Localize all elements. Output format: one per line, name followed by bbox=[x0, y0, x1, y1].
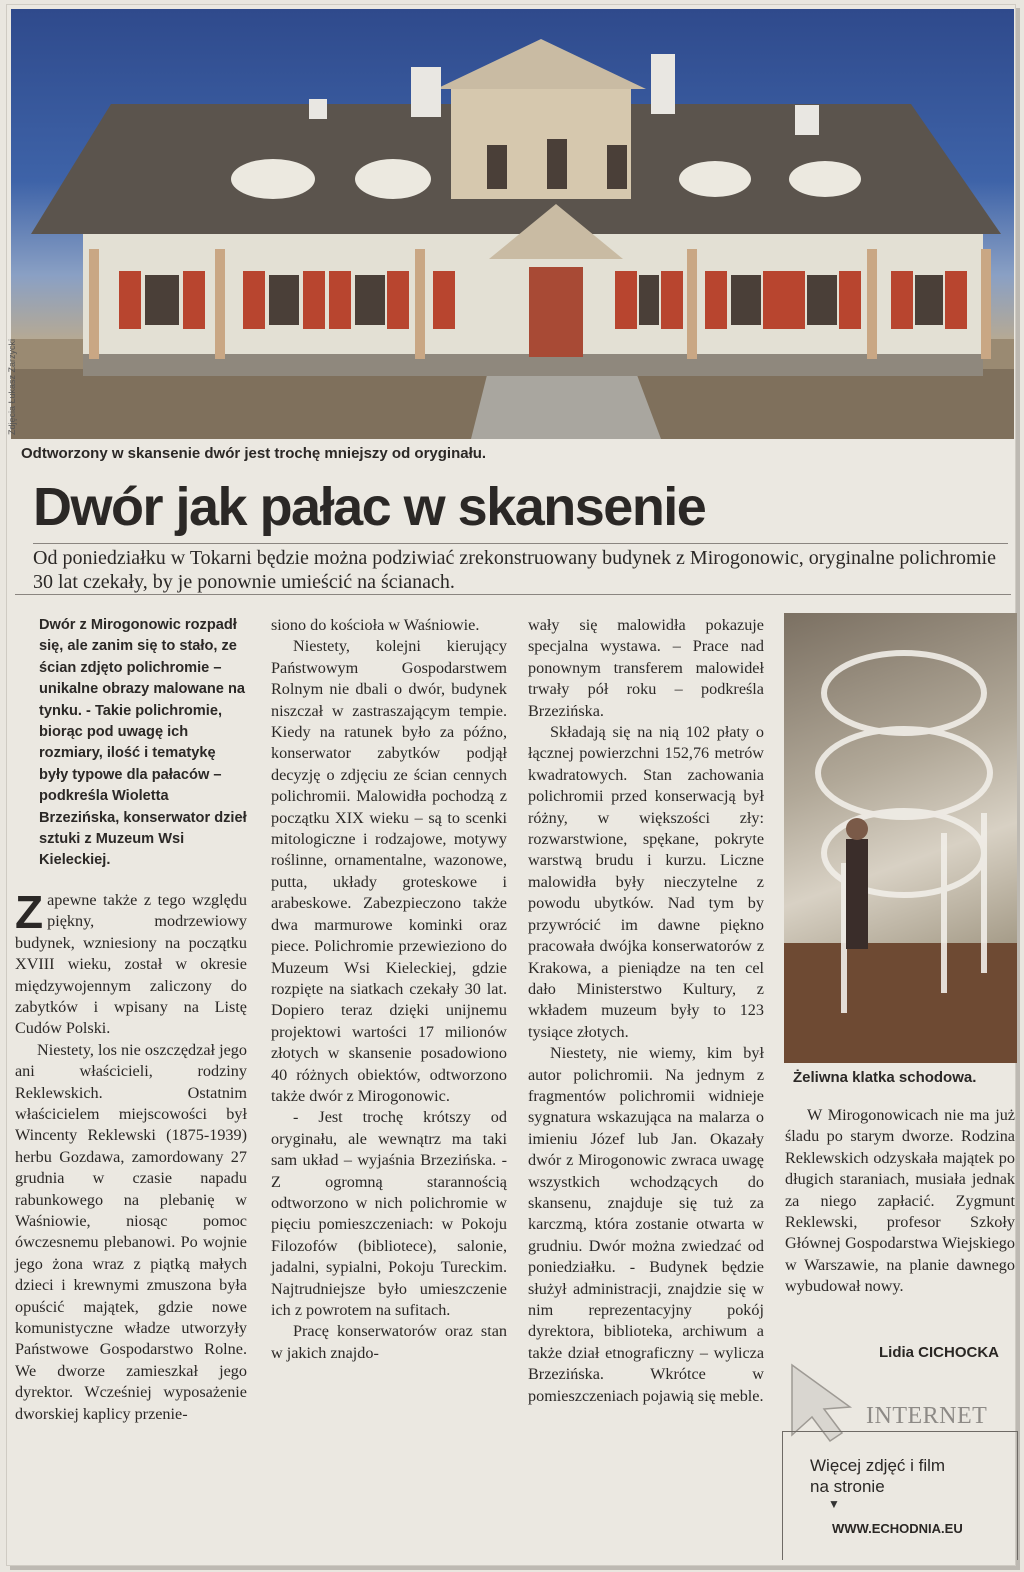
article-paragraph: Składają się na nią 102 płaty o łącznej powierzchni 152,76 metrów kwadratowych. Stan zachowania polichromii przed konserwacją był różny, w większości zły: rozwarstwione, spękane, pokryte warstwą brudu i kurzu. Liczne malowidła były nieczytelne z powodu ubytków. Nad tym by przywrócić im dawne piękno pracowała dwójka konserwatorów z Krakowa, a pieniądze na ten cel dało Ministerstwo Kultury, z wkładem muzeum były to 123 tysiące złotych. bbox=[528, 723, 764, 1041]
article-paragraph: Pracę konserwatorów oraz stan w jakich znajdo- bbox=[271, 1322, 507, 1362]
photo-credit: Zdjęcia Łukasz Zarzycki bbox=[7, 338, 17, 435]
staircase-photo bbox=[784, 613, 1017, 1063]
photo-caption: Odtworzony w skansenie dwór jest trochę mniejszy od oryginału. bbox=[21, 445, 487, 462]
article-paragraph: siono do kościoła w Waśniowie. bbox=[271, 616, 480, 634]
lead-paragraph: Od poniedziałku w Tokarni będzie można podziwiać zrekonstruowany budynek z Mirogonowic, oryginalne polichromie 30 lat czekały, by je ponownie umieścić na ścianach. bbox=[33, 543, 1008, 594]
author-byline: Lidia CICHOCKA bbox=[879, 1344, 999, 1361]
manor-photo bbox=[11, 9, 1014, 439]
staircase-caption: Żeliwna klatka schodowa. bbox=[793, 1069, 977, 1086]
spiral-staircase-image bbox=[784, 613, 1017, 1063]
article-paragraph: Zapewne także z tego względu piękny, modrzewiowy budynek, wzniesiony na początku XVIII wieku, został w okresie międzywojennym zaliczony do zabytków i wpisany na Listę Cudów Polski. bbox=[15, 885, 247, 1038]
internet-box bbox=[782, 1363, 1018, 1561]
article-paragraph: Niestety, los nie oszczędzał jego ani właścicieli, rodziny Reklewskich. Ostatnim właścicielem miejscowości był Wincenty Reklewski (1875-1939) herbu Gozdawa, zamordowany 27 grudnia w czasie napadu rabunkowego na plebanię w Waśniowie, niosąc pomoc ówczesnemu plebanowi. Po wojnie jego żona wraz z piątką małych dzieci i krewnymi zmuszona była opuścić majątek, gdzie nowe komunistyczne władze utworzyły Państwowe Gospodarstwo Rolne. We dworze zamieszkał jego dyrektor. Wcześniej wyposażenie dworskiej kaplicy przenie- bbox=[15, 1040, 247, 1423]
intro-paragraph: Dwór z Mirogonowic rozpadł się, ale zanim się to stało, ze ścian zdjęto polichromie – unikalne obrazy malowane na tynku. - Takie polichromie, biorąc pod uwagę ich rozmiary, ilość i tematykę były typowe dla pałaców – podkreśla Wioletta Brzezińska, konserwator dzieł sztuki z Muzeum Wsi Kieleckiej. bbox=[39, 617, 247, 869]
triangle-down-icon: ▼ bbox=[828, 1497, 840, 1511]
article-paragraph: Niestety, kolejni kierujący Państwowym Gospodarstwem Rolnym nie dbali o dwór, budynek niszczał w zastraszającym tempie. Kiedy na ratunek było za późno, konserwator zabytków podjął decyzję o zdjęciu ze ścian cennych polichromii. Malowidła pochodzą z początku XIX wieku – są to scenki mitologiczne i rodzajowe, motywy roślinne, ornamentalne, wazonowe, putta, układy groteskowe i arabeskowe. Zabezpieczono także dwa marmurowe kominki oraz piece. Polichromie przewieziono do Muzeum Wsi Kieleckiej, gdzie rozpięte na siatkach czekały 30 lat. Dopiero teraz dzięki unijnemu projektowi wartości 17 milionów złotych w skansenie posadowiono 40 różnych obiektów, odtworzono także dwór z Mirogonowic. bbox=[271, 637, 507, 1105]
lead-divider bbox=[15, 594, 1011, 595]
newspaper-page bbox=[6, 4, 1016, 1566]
website-link[interactable]: WWW.ECHODNIA.EU bbox=[832, 1521, 963, 1536]
article-paragraph: Niestety, nie wiemy, kim był autor polichromii. Na jednym z fragmentów polichromii widnieje sygnatura wskazująca na malarza o imieniu Józef lub Jan. Okazały dwór z Mirogonowic zwraca uwagę wszystkich wchodzących do skansenu, znajduje się tuż za karczmą, która zostanie otwarta w grudniu. Dwór można zwiedzać od poniedziałku. - Budynek będzie służył administracji, znajdzie się w nim reprezentacyjny pokój dyrektora, biblioteka, archiwum a także dział etnograficzny – wylicza Brzezińska. Wkrótce w pomieszczeniach pojawią się meble. bbox=[528, 1044, 764, 1405]
internet-label: INTERNET bbox=[866, 1403, 988, 1429]
internet-box-text: Więcej zdjęć i film na stronie bbox=[810, 1456, 946, 1496]
column-1 bbox=[15, 615, 247, 1425]
column-3 bbox=[528, 615, 764, 1407]
article-paragraph: - Jest trochę krótszy od oryginału, ale wewnątrz ma taki sam układ – wyjaśnia Brzezińska. - Z ogromną starannością odtworzono w nich polichromie w pięciu pomieszczeniach: w Pokoju Filozofów (bibliotece), salonie, jadalni, sypialni, Pokoju Tureckim. Najtrudniejsze było umieszczenie ich z powrotem na sufitach. bbox=[271, 1108, 507, 1319]
column-2 bbox=[271, 615, 507, 1364]
headline: Dwór jak pałac w skansenie bbox=[33, 477, 706, 537]
column-4 bbox=[785, 1105, 1015, 1298]
article-paragraph: wały się malowidła pokazuje specjalna wystawa. – Prace nad ponownym transferem malowideł trwały pół roku – podkreśla Brzezińska. bbox=[528, 616, 764, 720]
manor-house-image bbox=[11, 9, 1014, 439]
article-paragraph: W Mirogonowicach nie ma już śladu po starym dworze. Rodzina Reklewskich odzyskała majątek po długich staraniach, musiała jednak za niego zapłacić. Zygmunt Reklewski, profesor Szkoły Głównej Gospodarstwa Wiejskiego w Warszawie, na planie dawnego wybudował nowy. bbox=[785, 1106, 1015, 1296]
drop-cap: Z bbox=[15, 885, 44, 938]
